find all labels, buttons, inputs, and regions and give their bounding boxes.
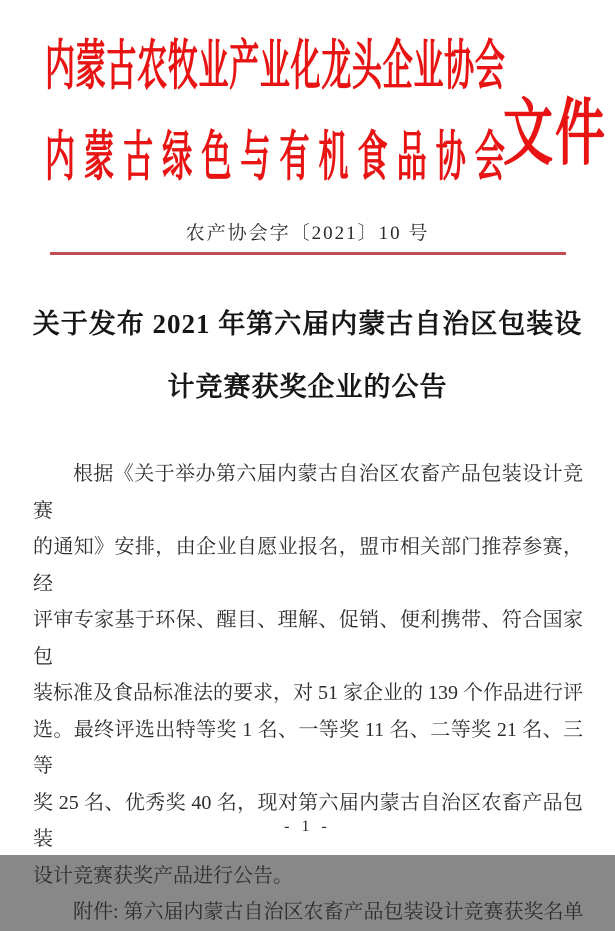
org-name-char: 机 [318,128,349,188]
org-name-char: 协 [435,128,466,188]
letterhead [0,0,615,200]
org-name-char: 会 [474,128,505,188]
org-name-char: 内 [45,37,75,97]
org-name-char: 化 [290,37,321,97]
org-name-char: 企 [382,37,413,97]
org-names [45,37,505,188]
org-name-char: 龙 [321,37,352,97]
org-name-char: 蒙 [75,37,106,97]
org-name-char: 古 [123,128,154,188]
org-name-char: 绿 [162,128,193,188]
org-name-char: 头 [352,37,383,97]
letterhead-divider [50,252,566,255]
body-line: 设计竞赛获奖产品进行公告。 [33,864,293,887]
body-line: 附件: 第六届内蒙古自治区农畜产品包装设计竞赛获奖名单 [73,901,584,923]
document-title-line-2: 计竞赛获奖企业的公告 [167,372,448,402]
org-name-char: 协 [444,37,475,97]
body-text [33,456,583,931]
document-title [0,293,615,419]
body-line: 的通知》安排，由企业自愿业报名，盟市相关部门推荐参赛，经 [33,536,583,595]
letterhead-doc-word: 文件 [503,92,607,174]
org-name-char: 农 [137,37,168,97]
org-name-char: 业 [259,37,290,97]
org-name-char: 蒙 [84,128,115,188]
org-name-char: 会 [474,37,505,97]
org-name-char: 产 [229,37,260,97]
org-name-char: 业 [413,37,444,97]
org-name-line-2 [45,128,505,189]
org-name-char: 与 [240,128,271,188]
org-name-char: 业 [198,37,229,97]
body-line: 选。最终评选出特等奖 1 名、一等奖 11 名、二等奖 21 名、三等 [33,718,583,777]
org-name-line-1 [45,37,505,98]
org-name-char: 古 [106,37,137,97]
org-name-char: 内 [45,128,75,188]
page-number: - 1 - [284,818,331,835]
org-name-char: 有 [279,128,310,188]
org-name-char: 牧 [167,37,198,97]
body-line: 评审专家基于环保、醒目、理解、促销、便利携带、符合国家包 [33,609,583,668]
body-line: 根据《关于举办第六届内蒙古自治区农畜产品包装设计竞赛 [33,463,583,522]
body-line: 奖 25 名、优秀奖 40 名，现对第六届内蒙古自治区农畜产品包装 [33,791,583,850]
document-title-line-1: 关于发布 2021 年第六届内蒙古自治区包装设 [32,309,583,339]
org-name-char: 品 [396,128,427,188]
document-number: 农产协会字〔2021〕10 号 [185,223,430,244]
org-name-char: 食 [357,128,388,188]
org-name-char: 色 [201,128,232,188]
body-line: 装标准及食品标准法的要求，对 51 家企业的 139 个作品进行评 [33,682,583,704]
